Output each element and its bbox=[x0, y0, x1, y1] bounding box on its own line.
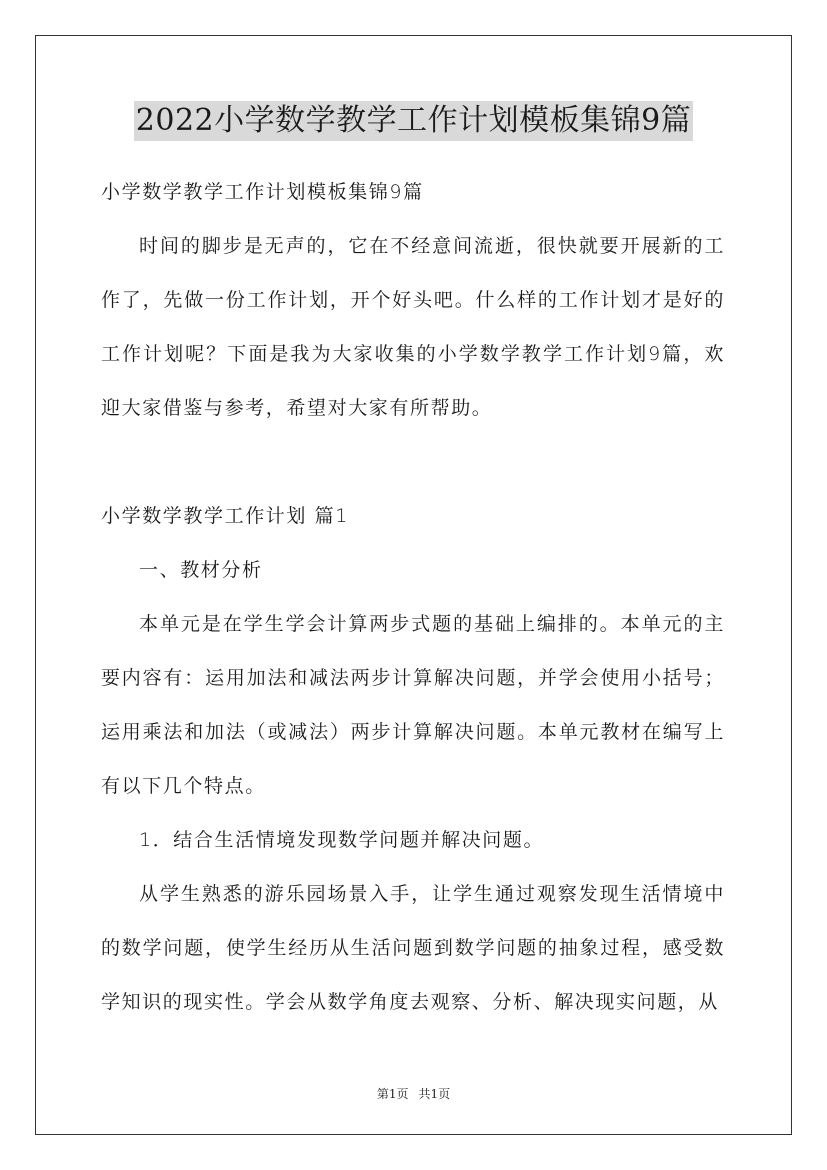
document-title bbox=[0, 100, 827, 141]
document-title-text: 2022小学数学教学工作计划模板集锦9篇 bbox=[134, 101, 693, 141]
paragraph-1: 本单元是在学生学会计算两步式题的基础上编排的。本单元的主要内容有：运用加法和减法两步计算解决问题，并学会使用小括号；运用乘法和加法（或减法）两步计算解决问题。本单元教材在编写上有以下几个特点。 bbox=[101, 613, 725, 797]
page-total: 共1页 bbox=[418, 1087, 451, 1101]
part-heading: 一、教材分析 bbox=[139, 559, 263, 581]
document-subtitle: 小学数学教学工作计划模板集锦9篇 bbox=[101, 181, 424, 203]
document-body bbox=[101, 165, 725, 1029]
blank-line bbox=[101, 435, 725, 489]
page-footer bbox=[0, 1085, 827, 1102]
intro-paragraph: 时间的脚步是无声的，它在不经意间流逝，很快就要开展新的工作了，先做一份工作计划，开个好头吧。什么样的工作计划才是好的工作计划呢？下面是我为大家收集的小学数学教学工作计划9篇，欢迎大家借鉴与参考，希望对大家有所帮助。 bbox=[101, 235, 725, 419]
page-number: 第1页 bbox=[376, 1087, 409, 1101]
point-1: 1．结合生活情境发现数学问题并解决问题。 bbox=[139, 829, 545, 851]
paragraph-2: 从学生熟悉的游乐园场景入手，让学生通过观察发现生活情境中的数学问题，使学生经历从生活问题到数学问题的抽象过程，感受数学知识的现实性。学会从数学角度去观察、分析、解决现实问题，从 bbox=[101, 883, 725, 1013]
section-heading: 小学数学教学工作计划 篇1 bbox=[101, 505, 349, 527]
